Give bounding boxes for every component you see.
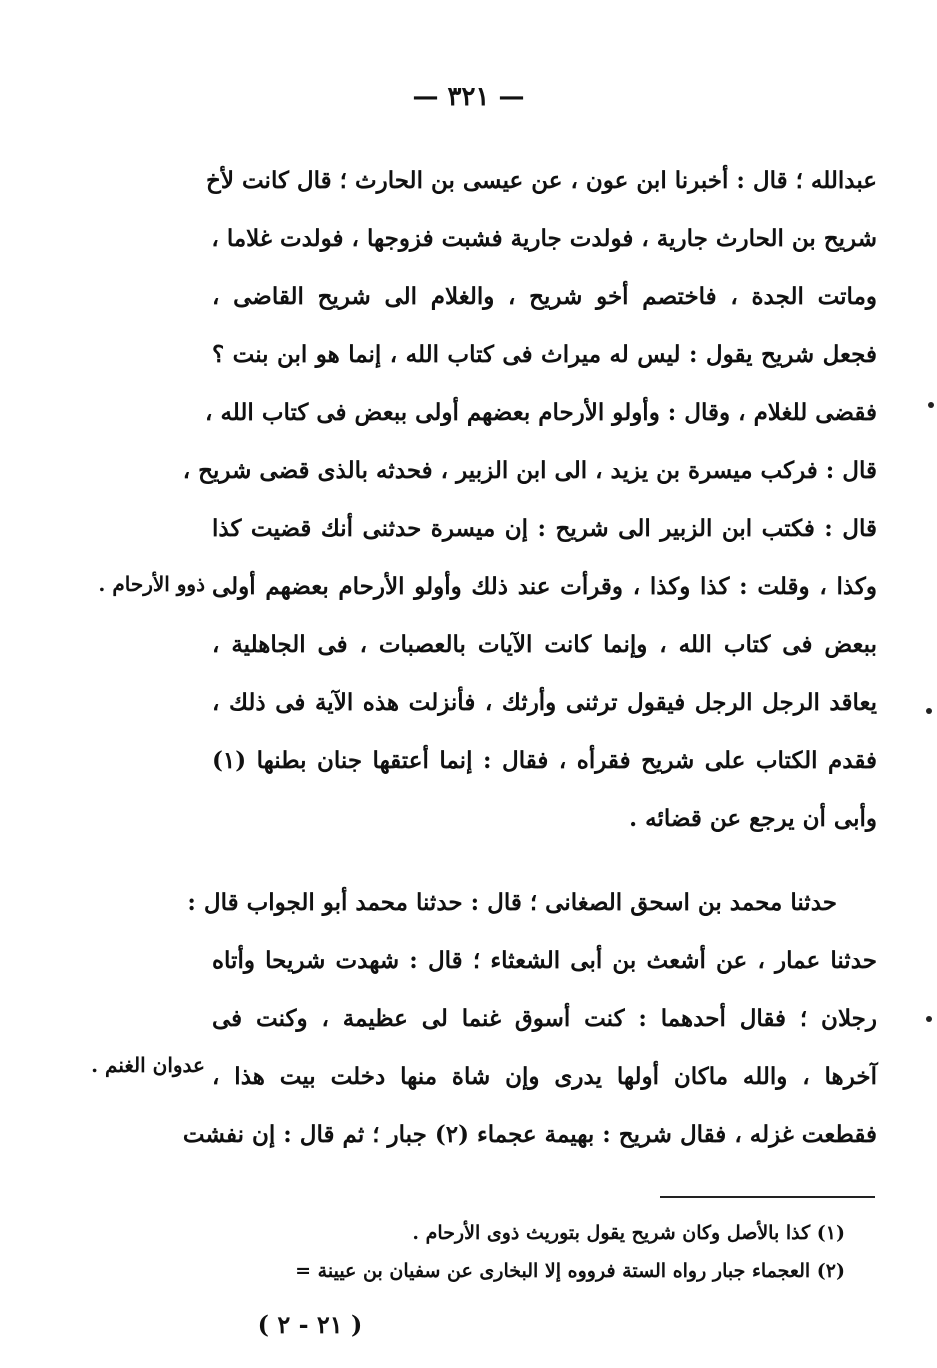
text-line: وكذا ، وقلت : كذا وكذا ، وقرأت عند ذلك وأولو الأرحام بعضهم أولى — [212, 573, 877, 600]
page-number: — ٣٢١ — — [412, 82, 525, 112]
text-line: شريح بن الحارث جارية ، فولدت جارية فشبت فزوجها ، فولدت غلاما ، — [211, 225, 877, 252]
text-line: فقطعت غزله ، فقال شريح : بهيمة عجماء (٢) جبار ؛ ثم قال : إن نفشت — [182, 1121, 877, 1148]
text-line: قال : فكتب ابن الزبير الى شريح : إن ميسرة حدثنى أنك قضيت كذا — [212, 515, 877, 542]
page-mark — [926, 1016, 932, 1022]
text-line: قال : فركب ميسرة بن يزيد ، الى ابن الزبير ، فحدثه بالذى قضى شريح ، — [182, 457, 877, 484]
margin-note-kinship: ذوو الأرحام . — [98, 572, 205, 596]
text-line: وماتت الجدة ، فاختصم أخو شريح ، والغلام الى شريح القاضى ، — [212, 283, 877, 310]
margin-note-sheep: عدوان الغنم . — [91, 1053, 205, 1077]
footnote-1: (١) كذا بالأصل وكان شريح يقول بتوريث ذوى الأرحام . — [412, 1222, 845, 1244]
footnote-rule — [660, 1196, 875, 1198]
footnote-2: (٢) العجماء جبار رواه الستة فرووه إلا البخارى عن سفيان بن عيينة = — [295, 1260, 845, 1282]
page-mark — [926, 708, 932, 714]
paragraph-1 — [182, 152, 877, 848]
text-line: حدثنا عمار ، عن أشعث بن أبى الشعثاء ؛ قال : شهدت شريحا وأتاه — [212, 947, 877, 974]
paragraph-2 — [182, 874, 877, 1164]
text-line: رجلان ؛ فقال أحدهما : كنت أسوق غنما لى عظيمة ، وكنت فى — [212, 1005, 877, 1032]
main-text — [182, 152, 877, 1164]
text-line: وأبى أن يرجع عن قضائه . — [629, 805, 877, 832]
text-line: ببعض فى كتاب الله ، وإنما كانت الآيات بالعصبات ، فى الجاهلية ، — [212, 631, 877, 658]
text-line: فجعل شريح يقول : ليس له ميراث فى كتاب الله ، إنما هو ابن بنت ؟ — [212, 341, 877, 368]
signature-mark: ( ٢١ - ٢ ) — [257, 1310, 363, 1339]
text-line: حدثنا محمد بن اسحق الصغانى ؛ قال : حدثنا محمد أبو الجواب قال : — [187, 889, 837, 916]
text-line: فقضى للغلام ، وقال : وأولو الأرحام بعضهم أولى ببعض فى كتاب الله ، — [205, 399, 877, 426]
text-line: عبدالله ؛ قال : أخبرنا ابن عون ، عن عيسى بن الحارث ؛ قال كانت لأخ — [205, 167, 877, 194]
text-line: آخرها ، والله ماكان أولها يدرى وإن شاة منها دخلت بيت هذا ، — [212, 1063, 877, 1090]
footnotes — [295, 1214, 845, 1290]
page-mark — [928, 402, 934, 408]
text-line: يعاقد الرجل الرجل فيقول ترثنى وأرثك ، فأنزلت هذه الآية فى ذلك ، — [212, 689, 877, 716]
text-line: فقدم الكتاب على شريح فقرأه ، فقال : إنما أعتقها جنان بطنها (١) — [212, 747, 877, 774]
